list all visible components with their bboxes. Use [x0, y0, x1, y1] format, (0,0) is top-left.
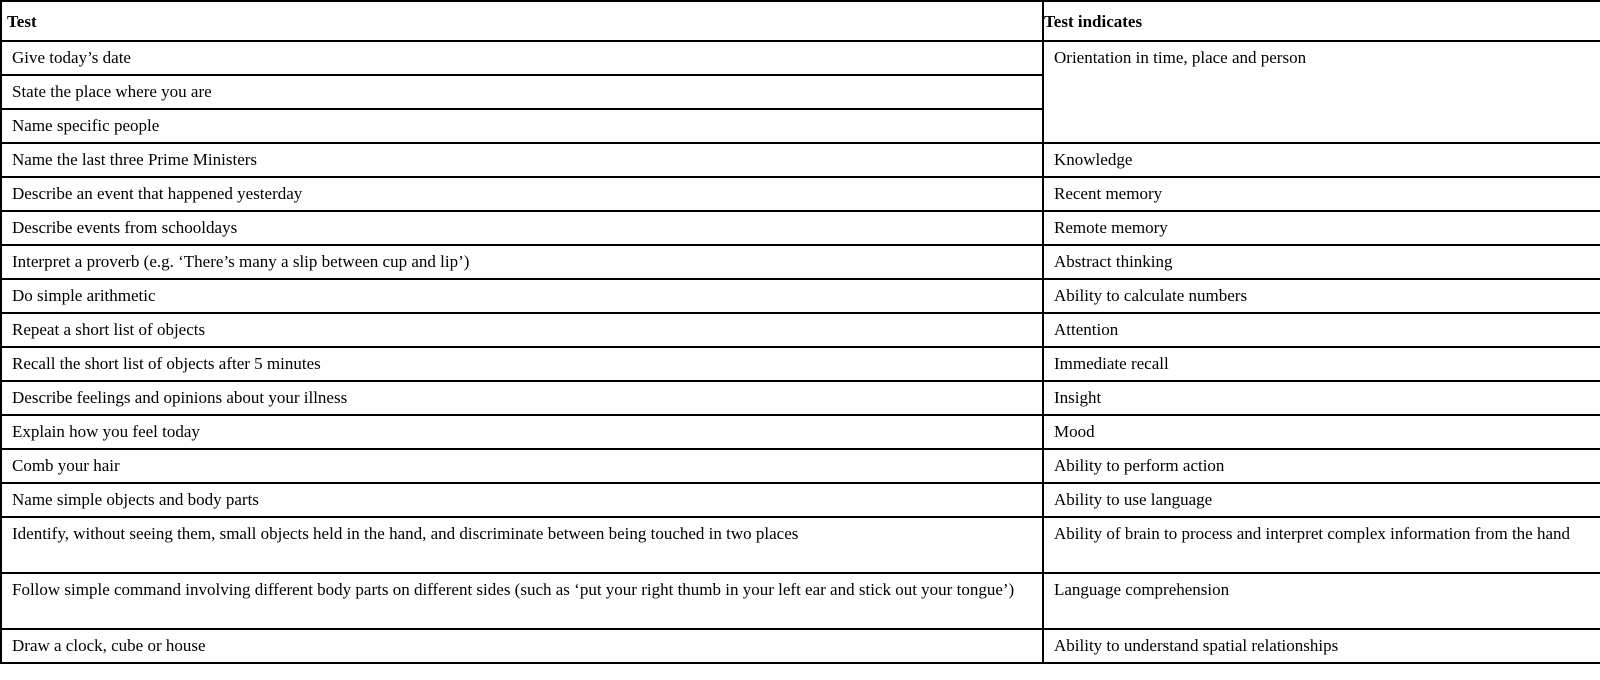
table-row [1, 177, 1600, 211]
test-cell [1, 143, 1043, 177]
test-text: Describe events from schooldays [12, 218, 238, 237]
test-text: Comb your hair [12, 456, 120, 475]
table-row [1, 381, 1600, 415]
test-cell [1, 449, 1043, 483]
indicates-cell [1043, 573, 1600, 629]
indicates-cell [1043, 143, 1600, 177]
test-text: Interpret a proverb (e.g. ‘There’s many a slip between cup and lip’) [12, 252, 470, 271]
test-cell [1, 211, 1043, 245]
test-cell [1, 347, 1043, 381]
test-text: Describe feelings and opinions about your illness [12, 388, 348, 407]
test-cell [1, 313, 1043, 347]
indicates-cell [1043, 211, 1600, 245]
test-text: Do simple arithmetic [12, 286, 156, 305]
indicates-text: Language comprehension [1054, 580, 1230, 599]
table-row [1, 313, 1600, 347]
indicates-text: Abstract thinking [1054, 252, 1173, 271]
indicates-text: Ability to perform action [1054, 456, 1225, 475]
table-row [1, 415, 1600, 449]
test-text: Recall the short list of objects after 5 minutes [12, 354, 321, 373]
indicates-cell [1043, 41, 1600, 143]
table-row [1, 41, 1600, 75]
test-cell [1, 279, 1043, 313]
test-text: Name simple objects and body parts [12, 490, 259, 509]
table-row [1, 573, 1600, 629]
indicates-cell [1043, 629, 1600, 663]
header-test: Test [1, 1, 1043, 41]
header-test-indicates: Test indicates [1043, 1, 1600, 41]
table-row [1, 517, 1600, 573]
table-row [1, 449, 1600, 483]
test-cell [1, 483, 1043, 517]
indicates-text: Remote memory [1054, 218, 1168, 237]
indicates-text: Knowledge [1054, 150, 1133, 169]
indicates-text: Ability to use language [1054, 490, 1213, 509]
table-row [1, 143, 1600, 177]
indicates-cell [1043, 517, 1600, 573]
test-text: State the place where you are [12, 82, 212, 101]
indicates-text: Ability to calculate numbers [1054, 286, 1248, 305]
indicates-cell [1043, 347, 1600, 381]
table-row [1, 211, 1600, 245]
test-cell [1, 245, 1043, 279]
indicates-cell [1043, 381, 1600, 415]
table-row [1, 483, 1600, 517]
test-text: Repeat a short list of objects [12, 320, 206, 339]
indicates-cell [1043, 449, 1600, 483]
test-cell [1, 41, 1043, 75]
test-text: Draw a clock, cube or house [12, 636, 206, 655]
indicates-text: Recent memory [1054, 184, 1163, 203]
indicates-cell [1043, 313, 1600, 347]
indicates-text: Ability of brain to process and interpret complex information from the hand [1054, 524, 1571, 543]
indicates-cell [1043, 177, 1600, 211]
test-text: Name the last three Prime Ministers [12, 150, 258, 169]
indicates-cell [1043, 279, 1600, 313]
indicates-text: Immediate recall [1054, 354, 1169, 373]
table-row [1, 245, 1600, 279]
test-cell [1, 629, 1043, 663]
test-cell [1, 517, 1043, 573]
indicates-cell [1043, 415, 1600, 449]
test-text: Follow simple command involving different body parts on different sides (such as ‘put your right thumb in your left ear and stick out your tongue’) [12, 580, 1015, 599]
test-cell [1, 75, 1043, 109]
indicates-text: Mood [1054, 422, 1095, 441]
test-cell [1, 415, 1043, 449]
indicates-cell [1043, 483, 1600, 517]
indicates-text: Orientation in time, place and person [1054, 48, 1307, 67]
test-cell [1, 381, 1043, 415]
indicates-cell [1043, 245, 1600, 279]
test-cell [1, 177, 1043, 211]
indicates-text: Insight [1054, 388, 1102, 407]
table-row [1, 629, 1600, 663]
test-text: Name specific people [12, 116, 160, 135]
test-text: Explain how you feel today [12, 422, 200, 441]
indicates-text: Attention [1054, 320, 1119, 339]
test-cell [1, 109, 1043, 143]
test-text: Give today’s date [12, 48, 131, 67]
indicates-text: Ability to understand spatial relationships [1054, 636, 1339, 655]
table-row [1, 347, 1600, 381]
test-text: Describe an event that happened yesterday [12, 184, 303, 203]
test-text: Identify, without seeing them, small objects held in the hand, and discriminate between being touched in two places [12, 524, 799, 543]
test-cell [1, 573, 1043, 629]
table-row [1, 279, 1600, 313]
header-row [1, 1, 1600, 41]
